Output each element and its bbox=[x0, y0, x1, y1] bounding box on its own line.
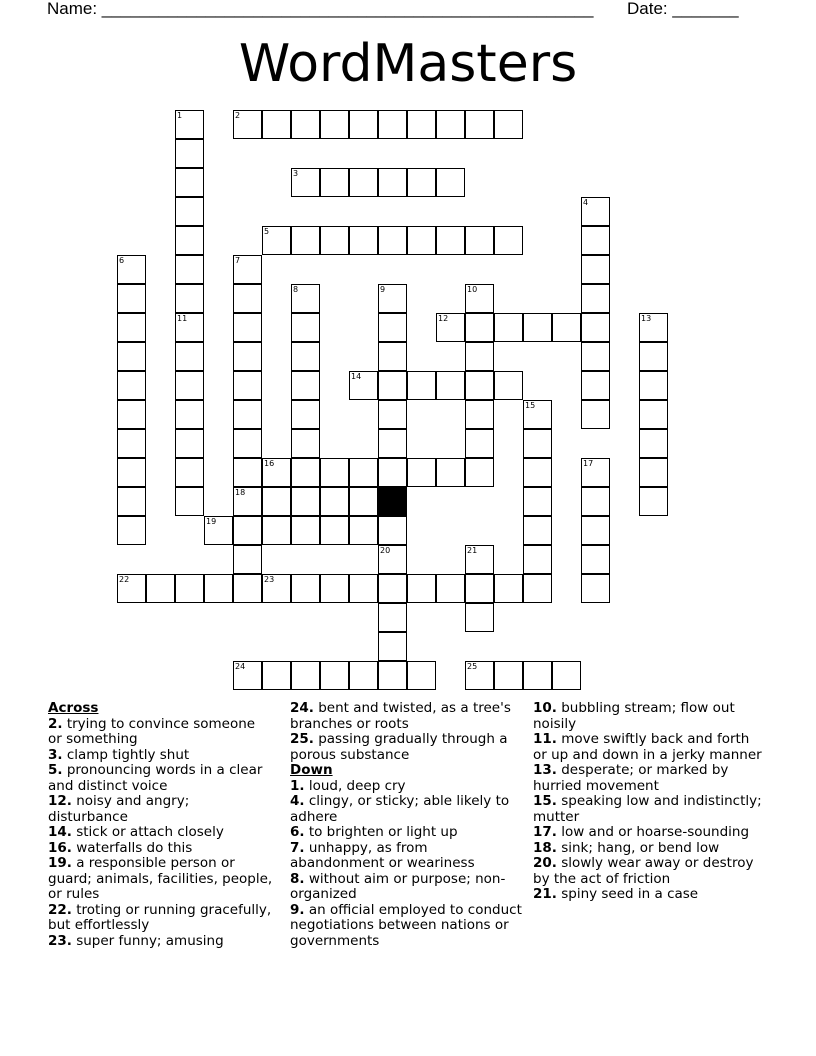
grid-cell[interactable] bbox=[349, 574, 378, 603]
grid-cell[interactable] bbox=[436, 458, 465, 487]
clue-number: 13 bbox=[641, 314, 652, 323]
grid-cell[interactable] bbox=[233, 255, 262, 284]
grid-cell[interactable] bbox=[581, 574, 610, 603]
clue-number: 1 bbox=[177, 111, 183, 120]
down-clue bbox=[290, 903, 522, 950]
grid-cell[interactable] bbox=[233, 545, 262, 574]
grid-cell[interactable] bbox=[407, 661, 436, 690]
down-clue bbox=[290, 841, 522, 872]
down-heading: Down bbox=[290, 762, 333, 778]
grid-cell[interactable] bbox=[320, 661, 349, 690]
grid-cell[interactable] bbox=[523, 574, 552, 603]
clue-number: 12 bbox=[438, 314, 449, 323]
grid-cell[interactable] bbox=[175, 313, 204, 342]
clue-text: desperate; or marked by hurried movement bbox=[533, 762, 729, 794]
grid-cell[interactable] bbox=[320, 516, 349, 545]
grid-cell[interactable] bbox=[407, 371, 436, 400]
grid-cell[interactable] bbox=[175, 139, 204, 168]
clue-number: 7 bbox=[235, 256, 241, 265]
grid-cell[interactable] bbox=[175, 255, 204, 284]
grid-cell[interactable] bbox=[378, 661, 407, 690]
clue-number: 17 bbox=[583, 459, 594, 468]
grid-cell[interactable] bbox=[581, 545, 610, 574]
grid-cell[interactable] bbox=[117, 313, 146, 342]
grid-cell[interactable] bbox=[407, 458, 436, 487]
down-clue bbox=[290, 779, 522, 795]
across-clue bbox=[48, 934, 273, 950]
grid-cell[interactable] bbox=[233, 400, 262, 429]
clue-number: 10 bbox=[467, 285, 478, 294]
grid-cell[interactable] bbox=[117, 574, 146, 603]
name-field-label: Name: ____________________________________________________ bbox=[47, 0, 594, 18]
grid-cell[interactable] bbox=[465, 371, 494, 400]
clue-text: spiny seed in a case bbox=[556, 886, 699, 902]
grid-cell[interactable] bbox=[233, 342, 262, 371]
clue-number: 14 bbox=[351, 372, 362, 381]
grid-cell[interactable] bbox=[523, 313, 552, 342]
clue-number: 12. bbox=[48, 793, 72, 809]
clue-text: a responsible person or guard; animals, facilities, people, or rules bbox=[48, 855, 273, 902]
grid-cell[interactable] bbox=[117, 487, 146, 516]
grid-cell[interactable] bbox=[523, 661, 552, 690]
grid-cell[interactable] bbox=[523, 516, 552, 545]
grid-cell[interactable] bbox=[117, 429, 146, 458]
clue-text: unhappy, as from abandonment or weariness bbox=[290, 839, 475, 871]
across-clue bbox=[290, 732, 522, 763]
grid-cell[interactable] bbox=[436, 574, 465, 603]
grid-cell[interactable] bbox=[262, 110, 291, 139]
across-clue bbox=[48, 841, 273, 857]
grid-cell[interactable] bbox=[407, 110, 436, 139]
grid-cell[interactable] bbox=[407, 226, 436, 255]
clue-text: bubbling stream; flow out noisily bbox=[533, 700, 735, 732]
grid-cell[interactable] bbox=[291, 458, 320, 487]
grid-cell[interactable] bbox=[262, 226, 291, 255]
date-field-label: Date: _______ bbox=[627, 0, 739, 18]
grid-cell[interactable] bbox=[581, 226, 610, 255]
across-clue bbox=[48, 748, 273, 764]
grid-cell[interactable] bbox=[581, 284, 610, 313]
grid-cell[interactable] bbox=[552, 661, 581, 690]
grid-cell[interactable] bbox=[117, 371, 146, 400]
down-clue bbox=[533, 701, 765, 732]
grid-cell[interactable] bbox=[523, 429, 552, 458]
grid-cell[interactable] bbox=[581, 313, 610, 342]
grid-cell[interactable] bbox=[378, 632, 407, 661]
clue-column-1 bbox=[48, 701, 273, 949]
down-clue bbox=[533, 825, 765, 841]
grid-cell[interactable] bbox=[378, 429, 407, 458]
down-clue bbox=[533, 856, 765, 887]
clue-number: 25 bbox=[467, 662, 478, 671]
grid-cell[interactable] bbox=[639, 371, 668, 400]
grid-cell[interactable] bbox=[320, 226, 349, 255]
clue-text: pronouncing words in a clear and distinct voice bbox=[48, 762, 263, 794]
grid-cell[interactable] bbox=[494, 661, 523, 690]
grid-cell[interactable] bbox=[465, 342, 494, 371]
clue-text: speaking low and indistinctly; mutter bbox=[533, 793, 762, 825]
clue-number: 5 bbox=[264, 227, 270, 236]
grid-cell[interactable] bbox=[291, 226, 320, 255]
grid-cell[interactable] bbox=[639, 400, 668, 429]
clue-number: 17. bbox=[533, 824, 557, 840]
clue-number: 15. bbox=[533, 793, 557, 809]
clue-number: 16. bbox=[48, 839, 72, 856]
grid-cell[interactable] bbox=[175, 400, 204, 429]
grid-cell[interactable] bbox=[436, 168, 465, 197]
grid-cell[interactable] bbox=[407, 168, 436, 197]
across-heading: Across bbox=[48, 700, 99, 716]
grid-cell[interactable] bbox=[291, 516, 320, 545]
clue-number: 8 bbox=[293, 285, 299, 294]
clue-number: 5. bbox=[48, 762, 63, 778]
grid-cell[interactable] bbox=[175, 197, 204, 226]
grid-cell[interactable] bbox=[175, 458, 204, 487]
clue-number: 21 bbox=[467, 546, 478, 555]
grid-cell[interactable] bbox=[378, 545, 407, 574]
clue-number: 13. bbox=[533, 762, 557, 778]
clue-text: sink; hang, or bend low bbox=[556, 839, 720, 856]
grid-cell[interactable] bbox=[494, 574, 523, 603]
clue-number: 6. bbox=[290, 824, 305, 840]
grid-cell[interactable] bbox=[291, 168, 320, 197]
grid-cell[interactable] bbox=[465, 400, 494, 429]
grid-cell[interactable] bbox=[233, 284, 262, 313]
grid-cell[interactable] bbox=[117, 255, 146, 284]
clue-number: 9 bbox=[380, 285, 386, 294]
grid-cell[interactable] bbox=[378, 400, 407, 429]
grid-cell[interactable] bbox=[465, 545, 494, 574]
clue-text: low and or hoarse-sounding bbox=[556, 824, 750, 840]
clue-number: 15 bbox=[525, 401, 536, 410]
grid-cell[interactable] bbox=[378, 603, 407, 632]
grid-cell[interactable] bbox=[465, 661, 494, 690]
clue-number: 19. bbox=[48, 855, 72, 871]
grid-cell[interactable] bbox=[349, 516, 378, 545]
grid-cell[interactable] bbox=[117, 284, 146, 313]
clue-text: waterfalls do this bbox=[71, 839, 193, 856]
clue-text: passing gradually through a porous substance bbox=[290, 731, 508, 763]
grid-cell[interactable] bbox=[581, 516, 610, 545]
grid-cell[interactable] bbox=[320, 574, 349, 603]
clue-text: clamp tightly shut bbox=[62, 746, 190, 763]
grid-cell[interactable] bbox=[233, 110, 262, 139]
clue-column-3 bbox=[533, 701, 765, 903]
grid-cell[interactable] bbox=[378, 574, 407, 603]
grid-cell[interactable] bbox=[291, 371, 320, 400]
grid-cell-black bbox=[378, 487, 407, 516]
clue-number: 21. bbox=[533, 886, 557, 902]
grid-cell[interactable] bbox=[117, 400, 146, 429]
grid-cell[interactable] bbox=[117, 516, 146, 545]
grid-cell[interactable] bbox=[494, 110, 523, 139]
grid-cell[interactable] bbox=[175, 371, 204, 400]
grid-cell[interactable] bbox=[523, 400, 552, 429]
grid-cell[interactable] bbox=[146, 574, 175, 603]
grid-cell[interactable] bbox=[581, 342, 610, 371]
grid-cell[interactable] bbox=[523, 487, 552, 516]
grid-cell[interactable] bbox=[117, 342, 146, 371]
down-clue bbox=[290, 825, 522, 841]
grid-cell[interactable] bbox=[465, 603, 494, 632]
across-clue bbox=[48, 825, 273, 841]
grid-cell[interactable] bbox=[175, 110, 204, 139]
grid-cell[interactable] bbox=[204, 516, 233, 545]
grid-cell[interactable] bbox=[291, 342, 320, 371]
clue-text: troting or running gracefully, but effortlessly bbox=[48, 901, 272, 933]
clue-number: 9. bbox=[290, 901, 305, 918]
clue-number: 3. bbox=[48, 746, 63, 763]
down-clue bbox=[533, 887, 765, 903]
clue-number: 2 bbox=[235, 111, 241, 120]
down-clue bbox=[533, 841, 765, 857]
grid-cell[interactable] bbox=[581, 371, 610, 400]
grid-cell[interactable] bbox=[233, 313, 262, 342]
grid-cell[interactable] bbox=[378, 284, 407, 313]
grid-cell[interactable] bbox=[233, 516, 262, 545]
clue-number: 8. bbox=[290, 870, 305, 887]
grid-cell[interactable] bbox=[233, 661, 262, 690]
grid-cell[interactable] bbox=[291, 429, 320, 458]
grid-cell[interactable] bbox=[378, 110, 407, 139]
grid-cell[interactable] bbox=[523, 545, 552, 574]
grid-cell[interactable] bbox=[407, 574, 436, 603]
grid-cell[interactable] bbox=[378, 371, 407, 400]
clue-number: 23. bbox=[48, 932, 72, 949]
grid-cell[interactable] bbox=[175, 487, 204, 516]
clue-number: 23 bbox=[264, 575, 275, 584]
across-clue bbox=[48, 856, 273, 903]
down-clue bbox=[290, 794, 522, 825]
grid-cell[interactable] bbox=[291, 313, 320, 342]
clue-number: 24 bbox=[235, 662, 246, 671]
clue-number: 4. bbox=[290, 793, 305, 809]
across-clue bbox=[48, 763, 273, 794]
grid-cell[interactable] bbox=[291, 574, 320, 603]
grid-cell[interactable] bbox=[117, 458, 146, 487]
grid-cell[interactable] bbox=[378, 168, 407, 197]
grid-cell[interactable] bbox=[349, 458, 378, 487]
clue-number: 11 bbox=[177, 314, 188, 323]
grid-cell[interactable] bbox=[175, 574, 204, 603]
grid-cell[interactable] bbox=[291, 661, 320, 690]
grid-cell[interactable] bbox=[581, 487, 610, 516]
grid-cell[interactable] bbox=[175, 342, 204, 371]
grid-cell[interactable] bbox=[204, 574, 233, 603]
grid-cell[interactable] bbox=[494, 226, 523, 255]
down-clue bbox=[290, 872, 522, 903]
grid-cell[interactable] bbox=[523, 458, 552, 487]
down-clue bbox=[533, 732, 765, 763]
grid-cell[interactable] bbox=[291, 487, 320, 516]
grid-cell[interactable] bbox=[233, 371, 262, 400]
clue-number: 10. bbox=[533, 700, 557, 716]
grid-cell[interactable] bbox=[465, 313, 494, 342]
page-title: WordMasters bbox=[238, 34, 578, 94]
clue-text: move swiftly back and forth or up and down in a jerky manner bbox=[533, 731, 762, 763]
clue-number: 4 bbox=[583, 198, 589, 207]
grid-cell[interactable] bbox=[291, 110, 320, 139]
grid-cell[interactable] bbox=[581, 458, 610, 487]
grid-cell[interactable] bbox=[262, 661, 291, 690]
clue-number: 25. bbox=[290, 731, 314, 747]
grid-cell[interactable] bbox=[581, 197, 610, 226]
grid-cell[interactable] bbox=[465, 110, 494, 139]
clue-number: 22 bbox=[119, 575, 130, 584]
grid-cell[interactable] bbox=[465, 226, 494, 255]
grid-cell[interactable] bbox=[233, 458, 262, 487]
clue-text: to brighten or light up bbox=[304, 824, 458, 840]
grid-cell[interactable] bbox=[494, 313, 523, 342]
clue-number: 7. bbox=[290, 839, 305, 856]
clue-number: 24. bbox=[290, 700, 314, 716]
clue-number: 18 bbox=[235, 488, 246, 497]
grid-cell[interactable] bbox=[639, 342, 668, 371]
grid-cell[interactable] bbox=[175, 168, 204, 197]
grid-cell[interactable] bbox=[349, 168, 378, 197]
clue-number: 16 bbox=[264, 459, 275, 468]
grid-cell[interactable] bbox=[233, 487, 262, 516]
grid-cell[interactable] bbox=[436, 110, 465, 139]
grid-cell[interactable] bbox=[262, 458, 291, 487]
down-clue bbox=[533, 763, 765, 794]
grid-cell[interactable] bbox=[436, 313, 465, 342]
grid-cell[interactable] bbox=[320, 458, 349, 487]
grid-cell[interactable] bbox=[436, 371, 465, 400]
clue-text: super funny; amusing bbox=[71, 932, 224, 949]
clue-number: 1. bbox=[290, 777, 305, 794]
grid-cell[interactable] bbox=[320, 110, 349, 139]
grid-cell[interactable] bbox=[436, 226, 465, 255]
grid-cell[interactable] bbox=[320, 487, 349, 516]
grid-cell[interactable] bbox=[349, 487, 378, 516]
clue-text: without aim or purpose; non-organized bbox=[290, 870, 506, 902]
grid-cell[interactable] bbox=[465, 574, 494, 603]
clue-number: 3 bbox=[293, 169, 299, 178]
grid-cell[interactable] bbox=[465, 284, 494, 313]
grid-cell[interactable] bbox=[262, 487, 291, 516]
grid-cell[interactable] bbox=[639, 429, 668, 458]
grid-cell[interactable] bbox=[639, 313, 668, 342]
grid-cell[interactable] bbox=[465, 429, 494, 458]
grid-cell[interactable] bbox=[378, 342, 407, 371]
grid-cell[interactable] bbox=[320, 168, 349, 197]
clue-text: loud, deep cry bbox=[304, 777, 406, 794]
clue-text: noisy and angry; disturbance bbox=[48, 793, 190, 825]
grid-cell[interactable] bbox=[349, 371, 378, 400]
grid-cell[interactable] bbox=[175, 226, 204, 255]
grid-cell[interactable] bbox=[639, 458, 668, 487]
clue-number: 18. bbox=[533, 839, 557, 856]
down-clue bbox=[533, 794, 765, 825]
grid-cell[interactable] bbox=[233, 429, 262, 458]
clue-text: bent and twisted, as a tree's branches or roots bbox=[290, 700, 511, 732]
clue-number: 11. bbox=[533, 731, 557, 747]
grid-cell[interactable] bbox=[233, 574, 262, 603]
grid-cell[interactable] bbox=[175, 284, 204, 313]
clue-number: 22. bbox=[48, 901, 72, 918]
grid-cell[interactable] bbox=[175, 429, 204, 458]
clue-number: 20 bbox=[380, 546, 391, 555]
grid-cell[interactable] bbox=[262, 574, 291, 603]
clue-text: slowly wear away or destroy by the act of friction bbox=[533, 855, 754, 887]
grid-cell[interactable] bbox=[349, 110, 378, 139]
grid-cell[interactable] bbox=[349, 661, 378, 690]
grid-cell[interactable] bbox=[465, 458, 494, 487]
clue-number: 19 bbox=[206, 517, 217, 526]
grid-cell[interactable] bbox=[639, 487, 668, 516]
grid-cell[interactable] bbox=[581, 400, 610, 429]
clue-number: 2. bbox=[48, 715, 63, 732]
clue-text: clingy, or sticky; able likely to adhere bbox=[290, 793, 510, 825]
grid-cell[interactable] bbox=[378, 313, 407, 342]
across-clue bbox=[48, 903, 273, 934]
grid-cell[interactable] bbox=[581, 255, 610, 284]
grid-cell[interactable] bbox=[552, 313, 581, 342]
grid-cell[interactable] bbox=[494, 371, 523, 400]
grid-cell[interactable] bbox=[291, 284, 320, 313]
clue-number: 6 bbox=[119, 256, 125, 265]
clue-text: stick or attach closely bbox=[71, 824, 224, 840]
clue-text: an official employed to conduct negotiations between nations or governments bbox=[290, 901, 522, 949]
clue-text: trying to convince someone or something bbox=[48, 715, 256, 747]
grid-cell[interactable] bbox=[378, 516, 407, 545]
grid-cell[interactable] bbox=[378, 226, 407, 255]
grid-cell[interactable] bbox=[349, 226, 378, 255]
clue-number: 20. bbox=[533, 855, 557, 871]
across-clue bbox=[48, 794, 273, 825]
across-clue bbox=[290, 701, 522, 732]
clue-number: 14. bbox=[48, 824, 72, 840]
across-clue bbox=[48, 717, 273, 748]
grid-cell[interactable] bbox=[262, 516, 291, 545]
grid-cell[interactable] bbox=[378, 458, 407, 487]
clue-column-2 bbox=[290, 701, 522, 949]
grid-cell[interactable] bbox=[291, 400, 320, 429]
